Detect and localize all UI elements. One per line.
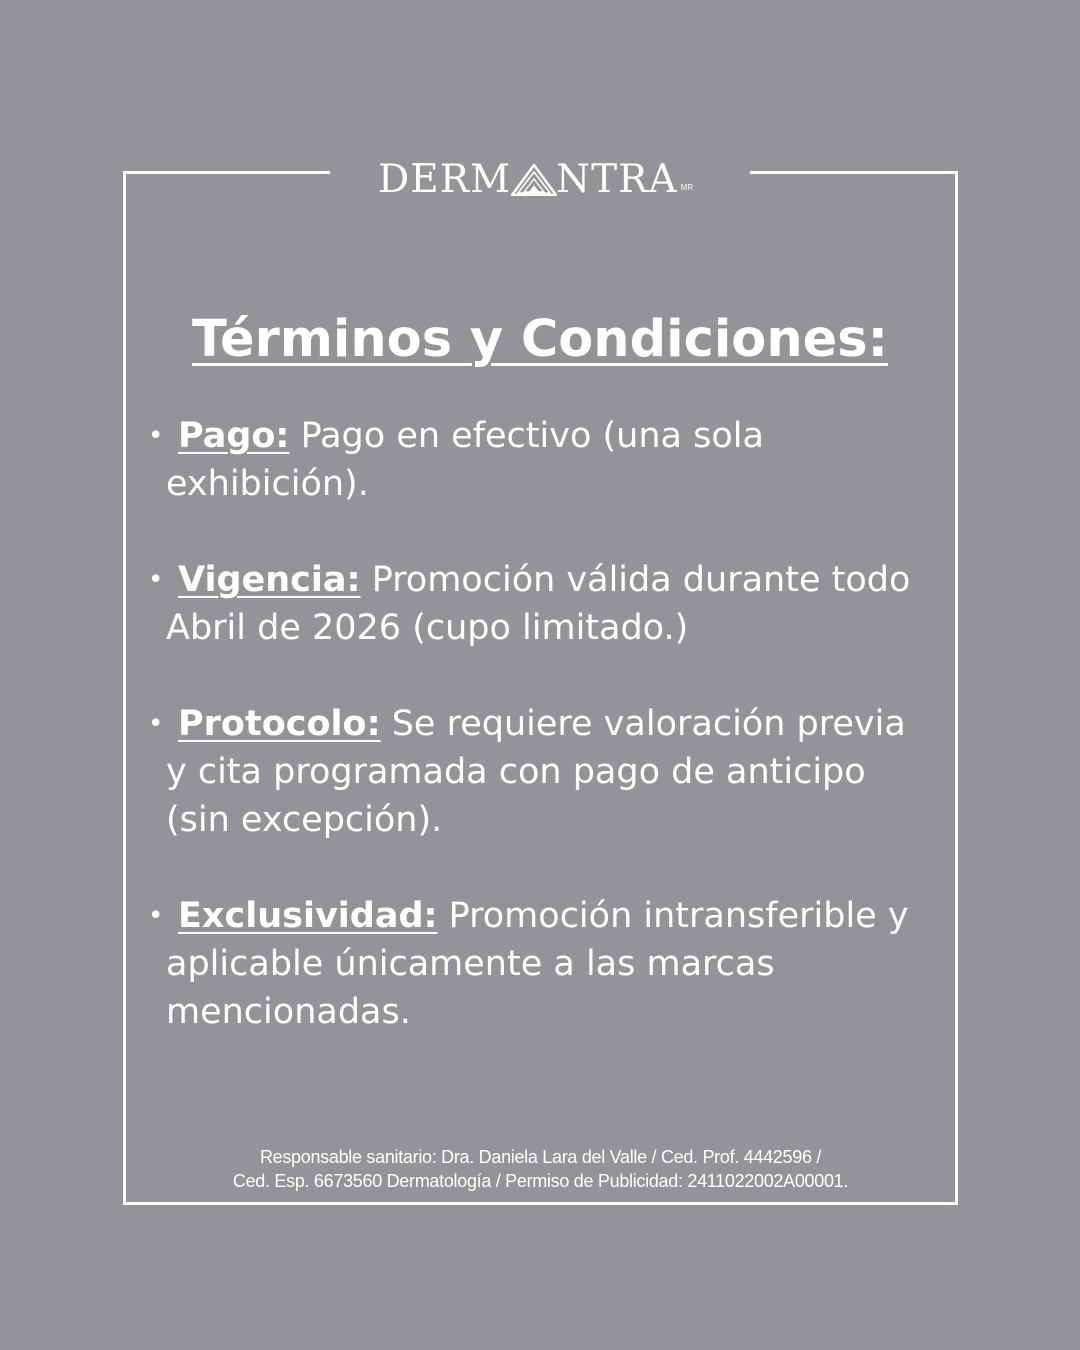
bullet-icon: • (148, 709, 164, 739)
bullet-icon: • (148, 421, 164, 451)
term-label: Exclusividad: (178, 896, 438, 936)
term-item-protocolo (148, 700, 928, 844)
term-label: Protocolo: (178, 704, 381, 744)
triangle-a-icon (511, 164, 557, 196)
term-text: Se requiere valoración previa y cita programada con pago de anticipo (sin excepción). (166, 704, 906, 840)
border-frame-top-right (750, 171, 958, 174)
legal-footer (123, 1145, 958, 1193)
brand-name-part1: DERM (378, 157, 512, 202)
term-text: Pago en efectivo (una sola exhibición). (166, 416, 764, 504)
page-title-text: Términos y Condiciones: (192, 310, 888, 369)
legal-footer-line-2: Ced. Esp. 6673560 Dermatología / Permiso de Publicidad: 2411022002A00001. (232, 1171, 849, 1191)
term-item-exclusividad (148, 892, 928, 1036)
term-label: Pago: (178, 416, 290, 456)
page-title (0, 308, 1080, 372)
term-text: Promoción válida durante todo Abril de 2026 (cupo limitado.) (166, 560, 911, 648)
legal-footer-line-1: Responsable sanitario: Dra. Daniela Lara del Valle / Ced. Prof. 4442596 / (259, 1147, 822, 1167)
term-item-vigencia (148, 556, 928, 652)
border-frame-top-left (123, 171, 330, 174)
term-item-pago (148, 412, 928, 508)
brand-mark: MR (680, 183, 694, 192)
bullet-icon: • (148, 901, 164, 931)
term-text: Promoción intransferible y aplicable únicamente a las marcas mencionadas. (166, 896, 909, 1032)
brand-logo (378, 158, 708, 202)
brand-name-part2: NTRA (556, 157, 678, 202)
bullet-icon: • (148, 565, 164, 595)
term-label: Vigencia: (178, 560, 361, 600)
terms-list (148, 412, 928, 1084)
